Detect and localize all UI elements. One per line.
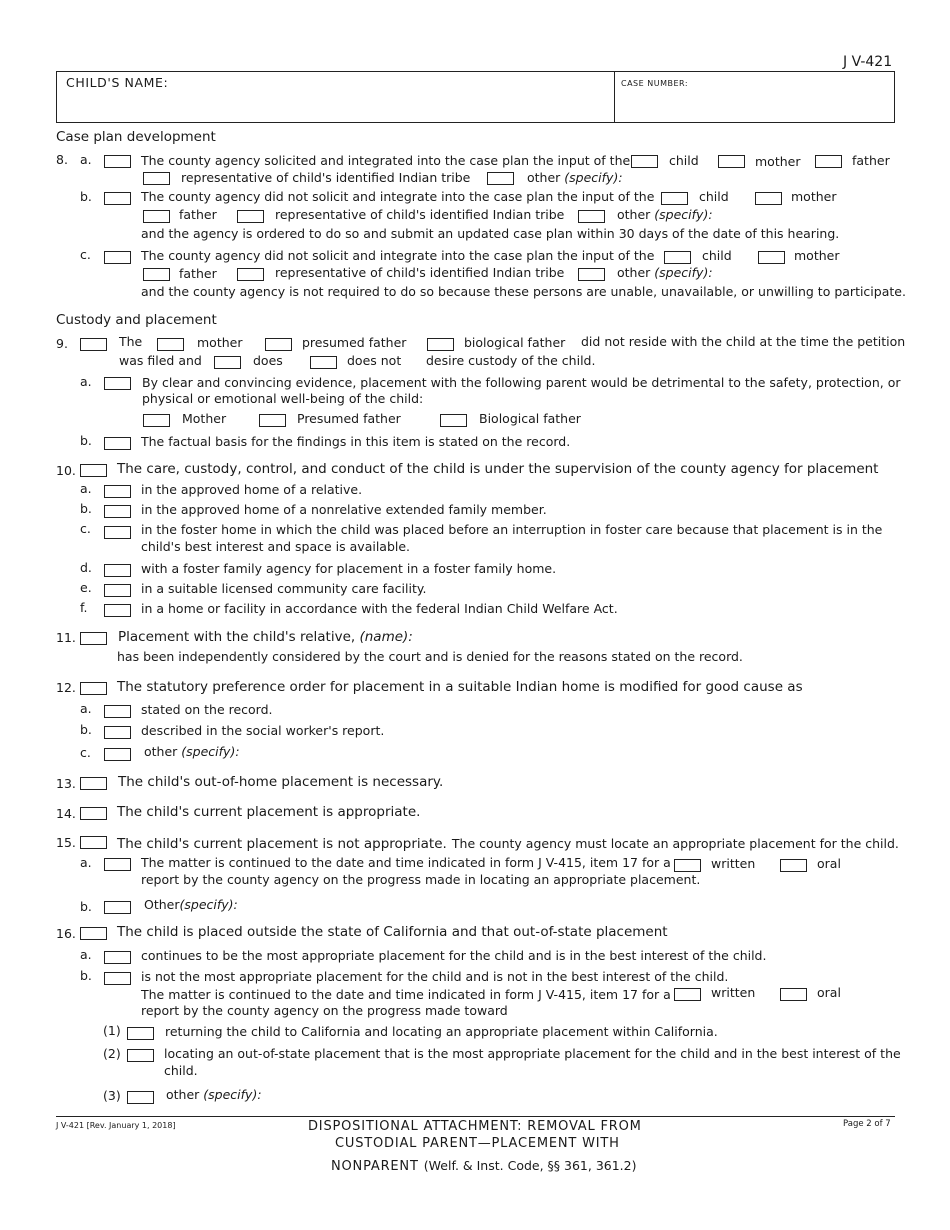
item16b-oral-checkbox[interactable] xyxy=(780,988,807,1001)
item15a-text: The matter is continued to the date and time indicated in form J V-415, item 17 for a xyxy=(141,855,671,870)
item8b-letter: b. xyxy=(80,189,92,204)
item16-checkbox[interactable] xyxy=(80,927,107,940)
childs-name-field[interactable] xyxy=(66,93,606,117)
item8c-mother-label: mother xyxy=(794,248,840,263)
item10-text: The care, custody, control, and conduct of the child is under the supervision of the county agency for placement xyxy=(117,461,879,477)
item8a-checkbox[interactable] xyxy=(104,155,131,168)
item15a-oral-checkbox[interactable] xyxy=(780,859,807,872)
item8a-other-checkbox[interactable] xyxy=(487,172,514,185)
item13-text: The child's out-of-home placement is necessary. xyxy=(118,774,444,790)
item10b-text: in the approved home of a nonrelative extended family member. xyxy=(141,502,547,517)
item9-the: The xyxy=(119,334,143,349)
item12b-text: described in the social worker's report. xyxy=(141,723,385,738)
item15b-specify: (specify): xyxy=(179,897,238,912)
item9-desire: desire custody of the child. xyxy=(426,353,596,368)
item9-did-not-text: did not reside with the child at the time the petition xyxy=(581,334,906,349)
item9-does-not-checkbox[interactable] xyxy=(310,356,337,369)
item12-text: The statutory preference order for placement in a suitable Indian home is modified for good cause as xyxy=(117,679,803,695)
item8b-text: The county agency did not solicit and integrate into the case plan the input of the xyxy=(141,189,655,204)
item10a-text: in the approved home of a relative. xyxy=(141,482,363,497)
item9a-mother-label: Mother xyxy=(182,411,227,426)
item9a-presumed-checkbox[interactable] xyxy=(259,414,286,427)
item15a-written-checkbox[interactable] xyxy=(674,859,701,872)
item8c-mother-checkbox[interactable] xyxy=(758,251,785,264)
item10a-letter: a. xyxy=(80,481,92,496)
item12-num: 12. xyxy=(56,680,76,695)
case-number-field[interactable] xyxy=(620,92,890,118)
item8b-mother-label: mother xyxy=(791,189,837,204)
item11-text2: has been independently considered by the court and is denied for the reasons stated on the record. xyxy=(117,649,743,664)
item10a-checkbox[interactable] xyxy=(104,485,131,498)
item9a-checkbox[interactable] xyxy=(104,377,131,390)
footer-title-line3: NONPARENT xyxy=(331,1159,419,1174)
footer-title-line2: CUSTODIAL PARENT—PLACEMENT WITH xyxy=(335,1136,620,1151)
item14-text: The child's current placement is appropriate. xyxy=(117,804,421,820)
item9-does-not-label: does not xyxy=(347,353,402,368)
item16-text: The child is placed outside the state of California and that out-of-state placement xyxy=(117,924,668,940)
item8b-rep-label: representative of child's identified Indian tribe xyxy=(275,207,565,222)
item10-checkbox[interactable] xyxy=(80,464,107,477)
item9-presumed-checkbox[interactable] xyxy=(265,338,292,351)
item15-num: 15. xyxy=(56,835,76,850)
item10c-letter: c. xyxy=(80,521,91,536)
item12a-letter: a. xyxy=(80,701,92,716)
form-id: J V-421 xyxy=(843,54,893,70)
item8a-mother-checkbox[interactable] xyxy=(718,155,745,168)
item13-checkbox[interactable] xyxy=(80,777,107,790)
footer-code: (Welf. & Inst. Code, §§ 361, 361.2) xyxy=(423,1158,637,1173)
item8b-father-label: father xyxy=(179,207,217,222)
item12c-letter: c. xyxy=(80,745,91,760)
item9b-letter: b. xyxy=(80,433,92,448)
item10f-checkbox[interactable] xyxy=(104,604,131,617)
item15-text-rest: The county agency must locate an appropriate placement for the child. xyxy=(451,836,899,851)
item8c-other-label: other xyxy=(617,265,651,280)
item10c-checkbox[interactable] xyxy=(104,526,131,539)
item16-sub3-text: other xyxy=(166,1087,200,1102)
item16-sub3-checkbox[interactable] xyxy=(127,1091,154,1104)
item16-sub2-num: (2) xyxy=(103,1046,121,1061)
item8c-specify: (specify): xyxy=(654,265,713,280)
item8c-child-label: child xyxy=(702,248,732,263)
item14-num: 14. xyxy=(56,806,76,821)
item9a-text2: physical or emotional well-being of the child: xyxy=(142,391,424,406)
item9-does-checkbox[interactable] xyxy=(214,356,241,369)
item16b-oral-label: oral xyxy=(817,985,841,1000)
item15-text: The child's current placement is not appropriate. xyxy=(117,836,447,852)
item9-does-label: does xyxy=(253,353,283,368)
item8a-child-label: child xyxy=(669,153,699,168)
item8c-rep-checkbox[interactable] xyxy=(237,268,264,281)
item8b-child-checkbox[interactable] xyxy=(661,192,688,205)
item9a-biological-checkbox[interactable] xyxy=(440,414,467,427)
item8a-rep-checkbox[interactable] xyxy=(143,172,170,185)
childs-name-label: CHILD'S NAME: xyxy=(66,75,169,90)
item12c-specify: (specify): xyxy=(181,744,240,759)
item16-sub1-checkbox[interactable] xyxy=(127,1027,154,1040)
item10c-text2: child's best interest and space is available. xyxy=(141,539,411,554)
item13-num: 13. xyxy=(56,776,76,791)
item10e-checkbox[interactable] xyxy=(104,584,131,597)
item12a-text: stated on the record. xyxy=(141,702,273,717)
item12b-letter: b. xyxy=(80,722,92,737)
item15b-checkbox[interactable] xyxy=(104,901,131,914)
item16b-letter: b. xyxy=(80,968,92,983)
item16b-written-label: written xyxy=(711,985,756,1000)
item9-mother-label: mother xyxy=(197,335,243,350)
item8a-mother-label: mother xyxy=(755,154,801,169)
item16-sub2-text: locating an out-of-state placement that is the most appropriate placement for the child and in the best interest of the xyxy=(164,1046,901,1061)
footer-page: Page 2 of 7 xyxy=(843,1119,891,1129)
item15b-letter: b. xyxy=(80,899,92,914)
item16-sub1-num: (1) xyxy=(103,1023,121,1038)
item10c-text: in the foster home in which the child was placed before an interruption in foster care because that placement is in the xyxy=(141,522,883,537)
item10d-text: with a foster family agency for placement in a foster family home. xyxy=(141,561,557,576)
item16a-text: continues to be the most appropriate placement for the child and is in the best interest of the child. xyxy=(141,948,767,963)
item9-biological-checkbox[interactable] xyxy=(427,338,454,351)
item8b-tail: and the agency is ordered to do so and submit an updated case plan within 30 days of the date of this hearing. xyxy=(141,226,840,241)
item15a-oral-label: oral xyxy=(817,856,841,871)
item8c-rep-label: representative of child's identified Indian tribe xyxy=(275,265,565,280)
item8-num: 8. xyxy=(56,152,68,167)
item16-num: 16. xyxy=(56,926,76,941)
item16-sub2-checkbox[interactable] xyxy=(127,1049,154,1062)
item9-biological-label: biological father xyxy=(464,335,566,350)
item9a-mother-checkbox[interactable] xyxy=(143,414,170,427)
item9b-text: The factual basis for the findings in this item is stated on the record. xyxy=(141,434,571,449)
item11-num: 11. xyxy=(56,630,76,645)
item8a-text: The county agency solicited and integrated into the case plan the input of the xyxy=(141,153,631,168)
item9-num: 9. xyxy=(56,336,68,351)
item10d-checkbox[interactable] xyxy=(104,564,131,577)
item10e-text: in a suitable licensed community care facility. xyxy=(141,581,427,596)
item8a-letter: a. xyxy=(80,152,92,167)
item10f-letter: f. xyxy=(80,600,88,615)
item11-text: Placement with the child's relative, xyxy=(118,629,356,645)
item8a-rep-label: representative of child's identified Indian tribe xyxy=(181,170,471,185)
item16a-checkbox[interactable] xyxy=(104,951,131,964)
item9b-checkbox[interactable] xyxy=(104,437,131,450)
item8a-child-checkbox[interactable] xyxy=(631,155,658,168)
item8c-father-label: father xyxy=(179,266,217,281)
item15a-checkbox[interactable] xyxy=(104,858,131,871)
item16-sub3-specify: (specify): xyxy=(203,1087,262,1102)
item10b-checkbox[interactable] xyxy=(104,505,131,518)
case-number-label: CASE NUMBER: xyxy=(621,79,689,88)
item8b-other-checkbox[interactable] xyxy=(578,210,605,223)
item16-sub3-num: (3) xyxy=(103,1088,121,1103)
item8b-mother-checkbox[interactable] xyxy=(755,192,782,205)
item16b-text2: The matter is continued to the date and time indicated in form J V-415, item 17 for a xyxy=(141,987,671,1002)
item15-checkbox[interactable] xyxy=(80,836,107,849)
item16b-written-checkbox[interactable] xyxy=(674,988,701,1001)
item16b-text: is not the most appropriate placement for the child and is not in the best interest of the child. xyxy=(141,969,729,984)
item15a-letter: a. xyxy=(80,855,92,870)
item8a-father-checkbox[interactable] xyxy=(815,155,842,168)
footer-rev: J V-421 [Rev. January 1, 2018] xyxy=(56,1121,176,1130)
item8b-checkbox[interactable] xyxy=(104,192,131,205)
item16a-letter: a. xyxy=(80,947,92,962)
section-custody: Custody and placement xyxy=(56,312,217,328)
item8c-father-checkbox[interactable] xyxy=(143,268,170,281)
item10-num: 10. xyxy=(56,463,76,478)
item10d-letter: d. xyxy=(80,560,92,575)
item9a-biological-label: Biological father xyxy=(479,411,581,426)
item12-checkbox[interactable] xyxy=(80,682,107,695)
item15a-text2: report by the county agency on the progress made in locating an appropriate placement. xyxy=(141,872,701,887)
item12a-checkbox[interactable] xyxy=(104,705,131,718)
item8a-father-label: father xyxy=(852,153,890,168)
item9a-letter: a. xyxy=(80,374,92,389)
item8c-other-checkbox[interactable] xyxy=(578,268,605,281)
item8c-checkbox[interactable] xyxy=(104,251,131,264)
item12c-checkbox[interactable] xyxy=(104,748,131,761)
section-case-plan: Case plan development xyxy=(56,129,216,145)
item9-was-filed: was filed and xyxy=(119,353,202,368)
item8b-child-label: child xyxy=(699,189,729,204)
item16b-text3: report by the county agency on the progress made toward xyxy=(141,1003,508,1018)
item8c-tail: and the county agency is not required to do so because these persons are unable, unavailable, or unwilling to participate. xyxy=(141,284,906,299)
item8c-text: The county agency did not solicit and integrate into the case plan the input of the xyxy=(141,248,655,263)
item15b-text: Other xyxy=(144,897,180,912)
item8c-letter: c. xyxy=(80,247,91,262)
item9-presumed-label: presumed father xyxy=(302,335,407,350)
item8b-specify: (specify): xyxy=(654,207,713,222)
item10e-letter: e. xyxy=(80,580,92,595)
item8a-other-label: other xyxy=(527,170,561,185)
item9-mother-checkbox[interactable] xyxy=(157,338,184,351)
item16-sub2-text2: child. xyxy=(164,1063,198,1078)
item15a-written-label: written xyxy=(711,856,756,871)
item12c-text: other xyxy=(144,744,178,759)
item10f-text: in a home or facility in accordance with the federal Indian Child Welfare Act. xyxy=(141,601,618,616)
item11-checkbox[interactable] xyxy=(80,632,107,645)
item8c-child-checkbox[interactable] xyxy=(664,251,691,264)
item16b-checkbox[interactable] xyxy=(104,972,131,985)
item8b-other-label: other xyxy=(617,207,651,222)
item9a-presumed-label: Presumed father xyxy=(297,411,401,426)
header-divider xyxy=(614,71,615,123)
item9-checkbox[interactable] xyxy=(80,338,107,351)
item8a-specify: (specify): xyxy=(564,170,623,185)
footer-rule xyxy=(56,1116,895,1117)
item12b-checkbox[interactable] xyxy=(104,726,131,739)
item10b-letter: b. xyxy=(80,501,92,516)
item11-name: (name): xyxy=(359,629,413,645)
item8b-father-checkbox[interactable] xyxy=(143,210,170,223)
item8b-rep-checkbox[interactable] xyxy=(237,210,264,223)
item16-sub1-text: returning the child to California and locating an appropriate placement within California. xyxy=(165,1024,718,1039)
footer-title-line1: DISPOSITIONAL ATTACHMENT: REMOVAL FROM xyxy=(308,1119,642,1134)
item9a-text1: By clear and convincing evidence, placement with the following parent would be detrimental to the safety, protection, or xyxy=(142,375,901,390)
item14-checkbox[interactable] xyxy=(80,807,107,820)
